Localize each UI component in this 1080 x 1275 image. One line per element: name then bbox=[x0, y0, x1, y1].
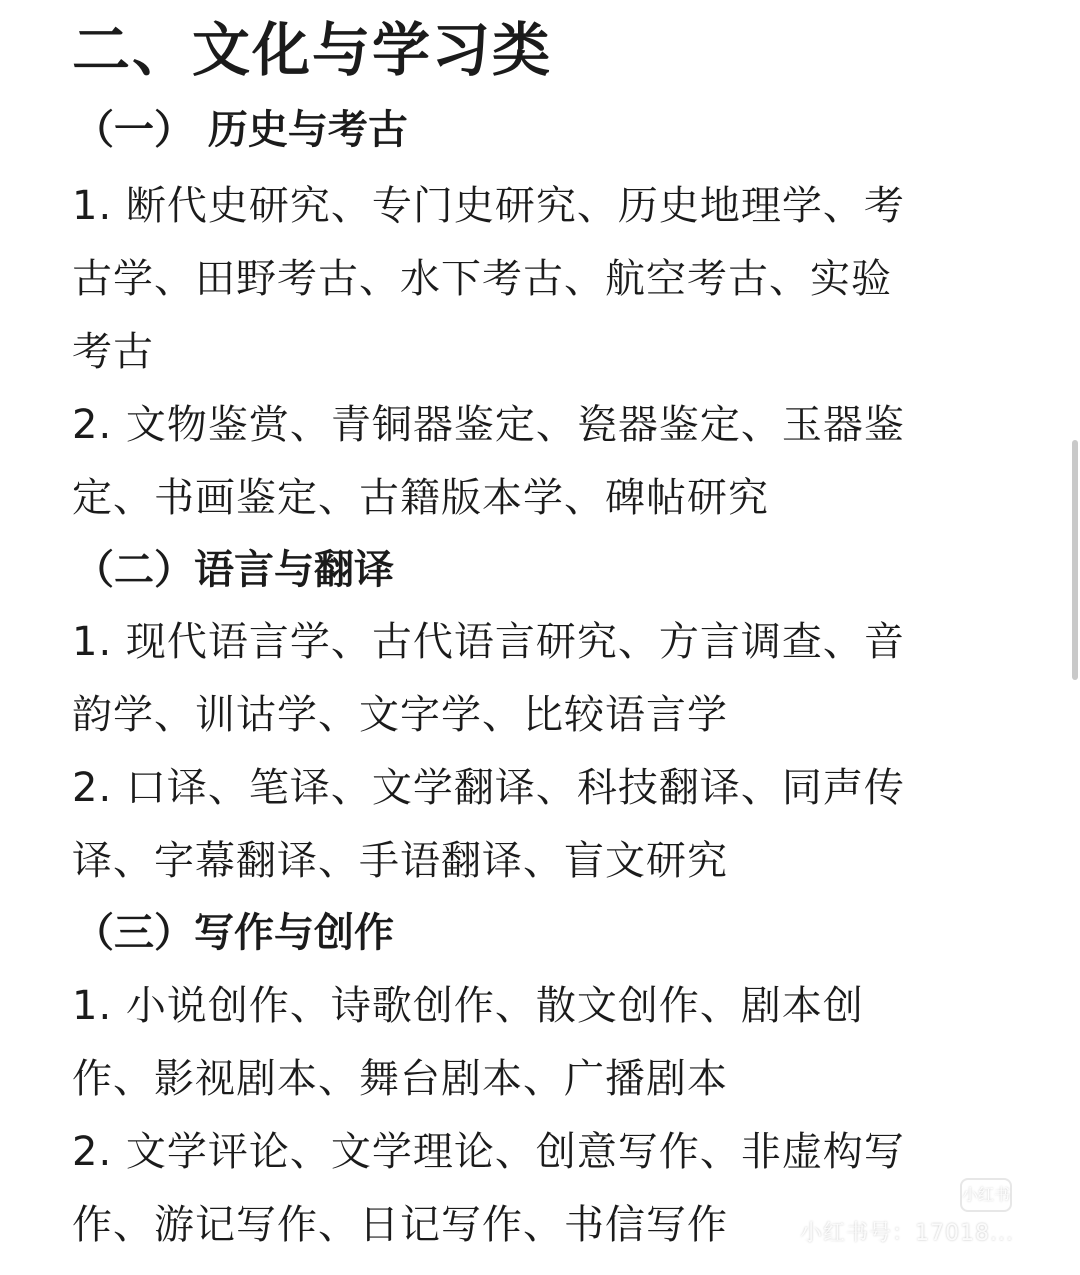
paragraph-language-2 bbox=[72, 752, 982, 898]
section-heading-history-archaeology: （一） 历史与考古 bbox=[74, 107, 408, 153]
watermark-logo: 小红书 bbox=[960, 1178, 1012, 1212]
section-heading-language-translation: （二）语言与翻译 bbox=[74, 547, 394, 593]
paragraph-line: 考古 bbox=[72, 329, 154, 375]
paragraph-line: 作、游记写作、日记写作、书信写作 bbox=[72, 1202, 728, 1248]
watermark bbox=[800, 1170, 1070, 1270]
paragraph-line: 译、字幕翻译、手语翻译、盲文研究 bbox=[72, 838, 728, 884]
paragraph-history-2 bbox=[72, 389, 982, 535]
watermark-text: 小红书号：17018... bbox=[800, 1221, 1014, 1246]
paragraph-line: 1. 小说创作、诗歌创作、散文创作、剧本创 bbox=[72, 983, 864, 1029]
paragraph-writing-1 bbox=[72, 970, 982, 1116]
paragraph-line: 作、影视剧本、舞台剧本、广播剧本 bbox=[72, 1056, 728, 1102]
paragraph-line: 古学、田野考古、水下考古、航空考古、实验 bbox=[72, 256, 892, 302]
page-title: 二、文化与学习类 bbox=[72, 16, 553, 84]
section-heading-writing-creation: （三）写作与创作 bbox=[74, 910, 394, 956]
paragraph-line: 1. 现代语言学、古代语言研究、方言调查、音 bbox=[72, 619, 905, 665]
paragraph-line: 定、书画鉴定、古籍版本学、碑帖研究 bbox=[72, 475, 769, 521]
paragraph-line: 2. 文物鉴赏、青铜器鉴定、瓷器鉴定、玉器鉴 bbox=[72, 402, 905, 448]
paragraph-history-1 bbox=[72, 170, 982, 389]
scrollbar-thumb[interactable] bbox=[1072, 440, 1078, 680]
paragraph-line: 韵学、训诂学、文字学、比较语言学 bbox=[72, 692, 728, 738]
paragraph-language-1 bbox=[72, 606, 982, 752]
paragraph-line: 1. 断代史研究、专门史研究、历史地理学、考 bbox=[72, 183, 905, 229]
paragraph-line: 2. 口译、笔译、文学翻译、科技翻译、同声传 bbox=[72, 765, 905, 811]
paragraph-line: 2. 文学评论、文学理论、创意写作、非虚构写 bbox=[72, 1129, 905, 1175]
